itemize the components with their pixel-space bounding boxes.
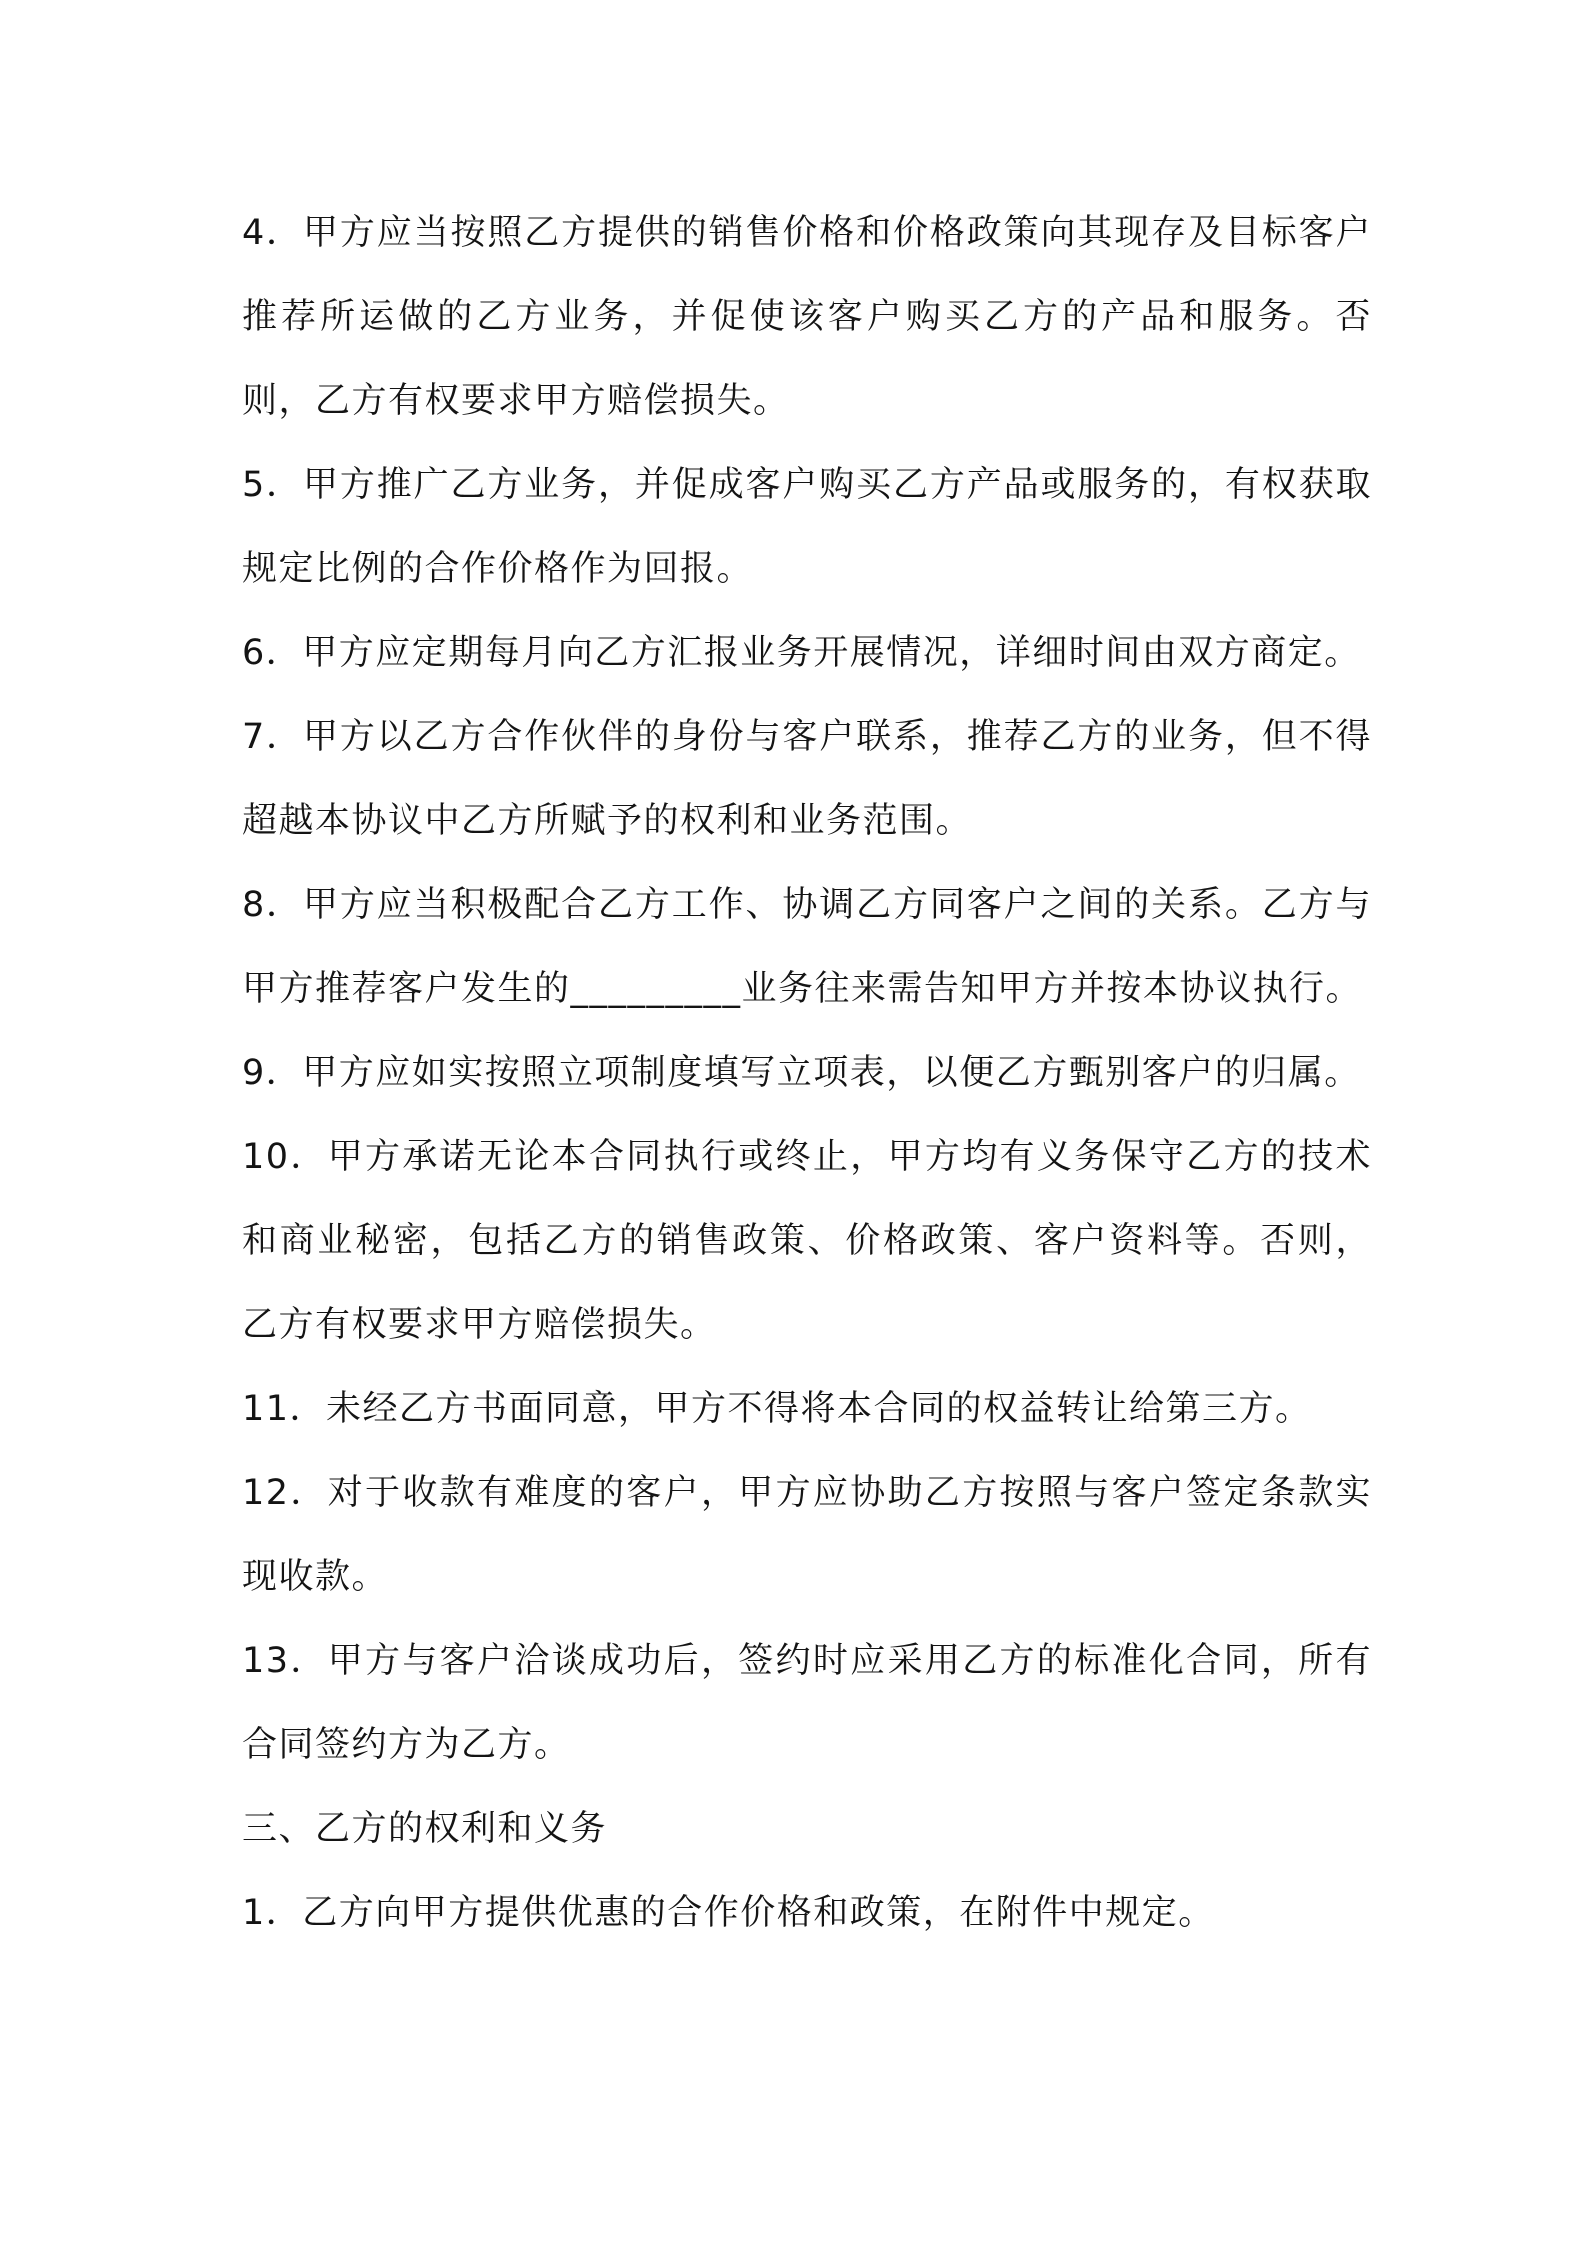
clause-10: 10．甲方承诺无论本合同执行或终止，甲方均有义务保守乙方的技术和商业秘密，包括乙方的销售政策、价格政策、客户资料等。否则，乙方有权要求甲方赔偿损失。 bbox=[242, 1137, 1372, 1345]
clause-8: 8．甲方应当积极配合乙方工作、协调乙方同客户之间的关系。乙方与甲方推荐客户发生的_________业务往来需告知甲方并按本协议执行。 bbox=[242, 885, 1372, 1009]
clause-7: 7．甲方以乙方合作伙伴的身份与客户联系，推荐乙方的业务，但不得超越本协议中乙方所赋予的权利和业务范围。 bbox=[242, 717, 1372, 841]
clause-13: 13．甲方与客户洽谈成功后，签约时应采用乙方的标准化合同，所有合同签约方为乙方。 bbox=[242, 1641, 1372, 1765]
clause-6: 6．甲方应定期每月向乙方汇报业务开展情况，详细时间由双方商定。 bbox=[242, 633, 1361, 673]
document-body bbox=[242, 191, 1372, 1955]
clause-5: 5．甲方推广乙方业务，并促成客户购买乙方产品或服务的，有权获取规定比例的合作价格作为回报。 bbox=[242, 465, 1372, 589]
clause-11: 11．未经乙方书面同意，甲方不得将本合同的权益转让给第三方。 bbox=[242, 1389, 1312, 1429]
clause-9: 9．甲方应如实按照立项制度填写立项表，以便乙方甄别客户的归属。 bbox=[242, 1053, 1361, 1093]
party-b-clause-1: 1．乙方向甲方提供优惠的合作价格和政策，在附件中规定。 bbox=[242, 1893, 1215, 1933]
clause-12: 12．对于收款有难度的客户，甲方应协助乙方按照与客户签定条款实现收款。 bbox=[242, 1473, 1372, 1597]
section-heading-3: 三、乙方的权利和义务 bbox=[242, 1809, 608, 1849]
clause-4: 4．甲方应当按照乙方提供的销售价格和价格政策向其现存及目标客户推荐所运做的乙方业务，并促使该客户购买乙方的产品和服务。否则，乙方有权要求甲方赔偿损失。 bbox=[242, 213, 1372, 421]
